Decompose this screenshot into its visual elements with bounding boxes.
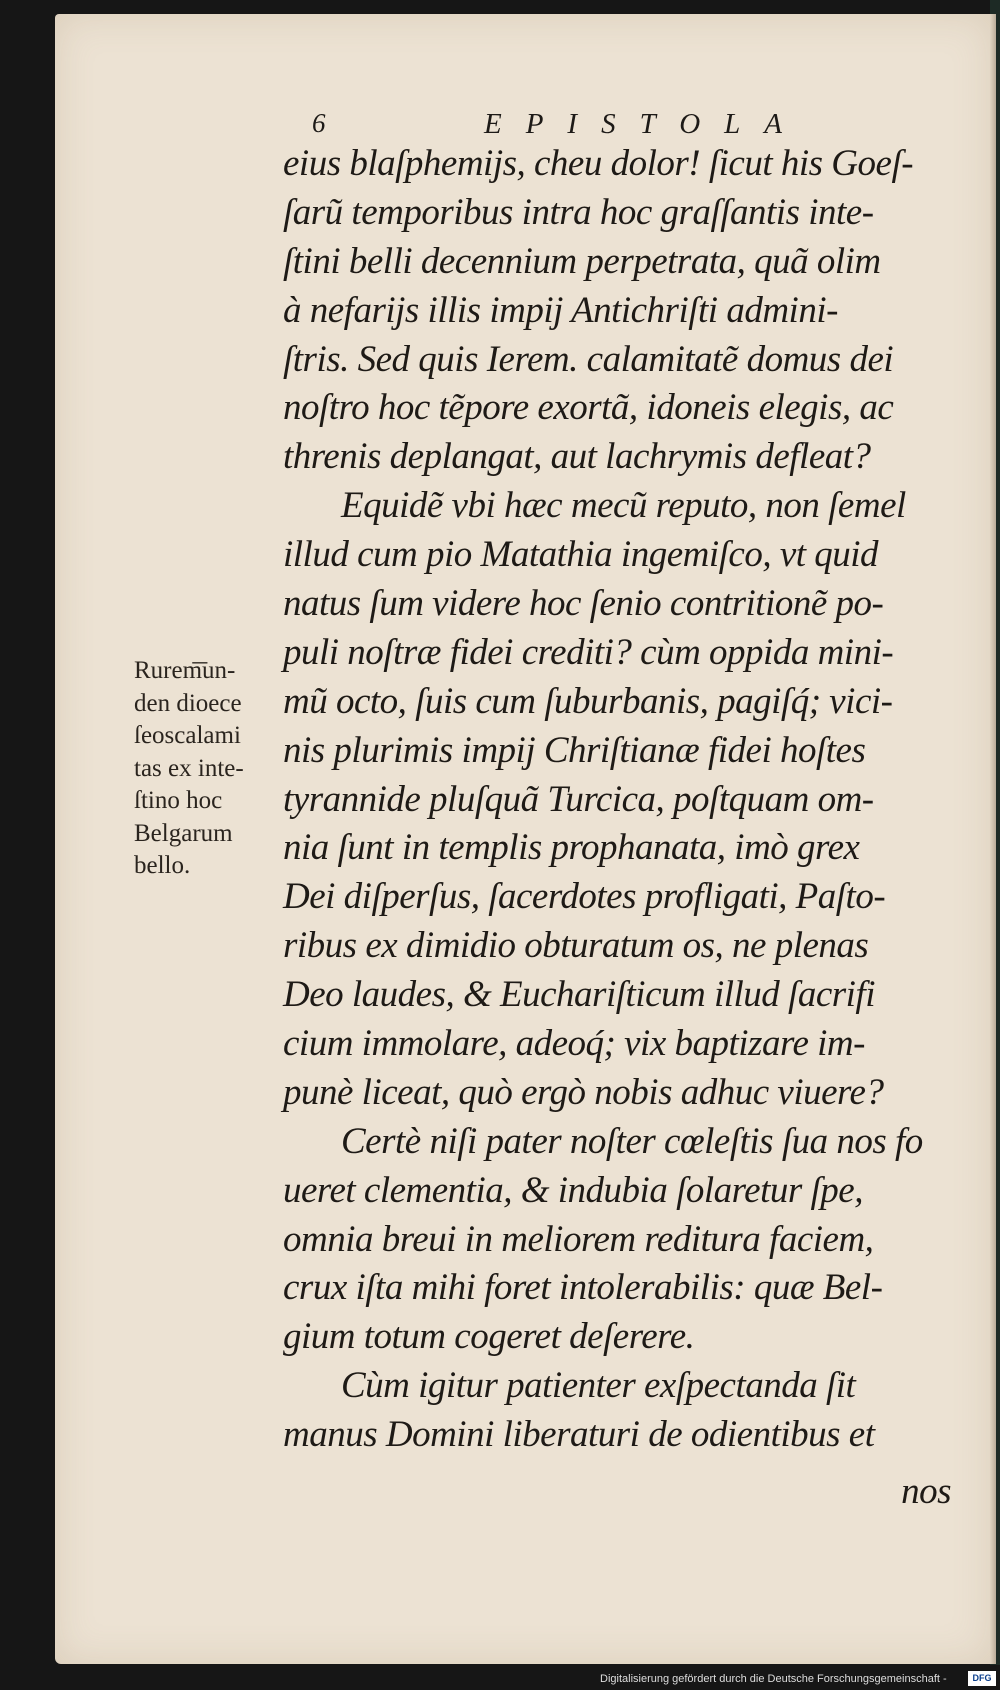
text-line: punè liceat, quò ergò nobis adhuc viuere? — [283, 1071, 884, 1113]
dfg-logo: DFG — [968, 1671, 996, 1686]
marginal-note-line: bello. — [134, 852, 191, 879]
text-line: Cùm igitur patienter exſpectanda ſit — [341, 1365, 856, 1407]
text-line: puli noſtræ fidei crediti? cùm oppida mini- — [283, 631, 894, 673]
marginal-note-line: Belgarum — [134, 819, 233, 847]
text-line: manus Domini liberaturi de odientibus et — [283, 1414, 875, 1456]
digitization-credit: Digitalisierung gefördert durch die Deutsche Forschungsgemeinschaft - — [600, 1673, 947, 1685]
text-line: Dei diſperſus, ſacerdotes profligati, Paſto- — [283, 876, 886, 918]
page-number: 6 — [312, 108, 326, 138]
text-line: crux iſta mihi foret intolerabilis: quæ Bel- — [283, 1267, 883, 1309]
text-line: Equidẽ vbi hæc mecũ reputo, non ſemel — [341, 485, 906, 527]
marginal-note-line: tas ex inte- — [134, 754, 244, 782]
page-edge — [990, 14, 996, 1664]
text-line: noſtro hoc tẽpore exortã, idoneis elegis, ac — [283, 387, 894, 429]
marginal-note-line: ſtino hoc — [134, 787, 223, 814]
text-line: ſtris. Sed quis Ierem. calamitatẽ domus dei — [283, 338, 894, 380]
text-line: nis plurimis impij Chriſtianæ fidei hoſtes — [283, 729, 866, 771]
text-line: tyrannide pluſquã Turcica, poſtquam om- — [283, 778, 874, 820]
text-line: mũ octo, ſuis cum ſuburbanis, pagiſq́; vici- — [283, 680, 893, 722]
text-line: omnia breui in meliorem reditura faciem, — [283, 1218, 874, 1260]
marginal-note-line: ſeoscalami — [134, 722, 241, 749]
text-line: threnis deplangat, aut lachrymis defleat? — [283, 436, 871, 478]
marginal-note — [134, 655, 284, 883]
text-line: ſtini belli decennium perpetrata, quã olim — [283, 240, 881, 282]
text-line: à nefarijs illis impij Antichriſti admini- — [283, 289, 838, 331]
text-line: Deo laudes, & Euchariſticum illud ſacrifi — [283, 974, 875, 1016]
running-title: EPISTOLA — [484, 108, 806, 140]
body-text — [283, 140, 953, 1517]
marginal-note-line: Rurem͞un- — [134, 657, 236, 684]
text-line: cium immolare, adeoq́; vix baptizare im- — [283, 1023, 865, 1065]
text-line: ſarũ temporibus intra hoc graſſantis inte- — [283, 191, 874, 233]
text-line: Certè niſi pater noſter cœleſtis ſua nos fo — [341, 1120, 923, 1162]
text-line: natus ſum videre hoc ſenio contritionẽ po- — [283, 583, 884, 625]
catchword: nos — [901, 1471, 951, 1513]
text-line: ueret clementia, & indubia ſolaretur ſpe, — [283, 1169, 863, 1211]
text-line: nia ſunt in templis prophanata, imò grex — [283, 827, 860, 869]
marginal-note-line: den dioece — [134, 689, 242, 717]
text-line: illud cum pio Matathia ingemiſco, vt quid — [283, 534, 879, 576]
text-line: gium totum cogeret deſerere. — [283, 1316, 695, 1358]
text-line: eius blaſphemijs, cheu dolor! ſicut his Goeſ- — [283, 143, 914, 184]
text-line: ribus ex dimidio obturatum os, ne plenas — [283, 925, 869, 967]
